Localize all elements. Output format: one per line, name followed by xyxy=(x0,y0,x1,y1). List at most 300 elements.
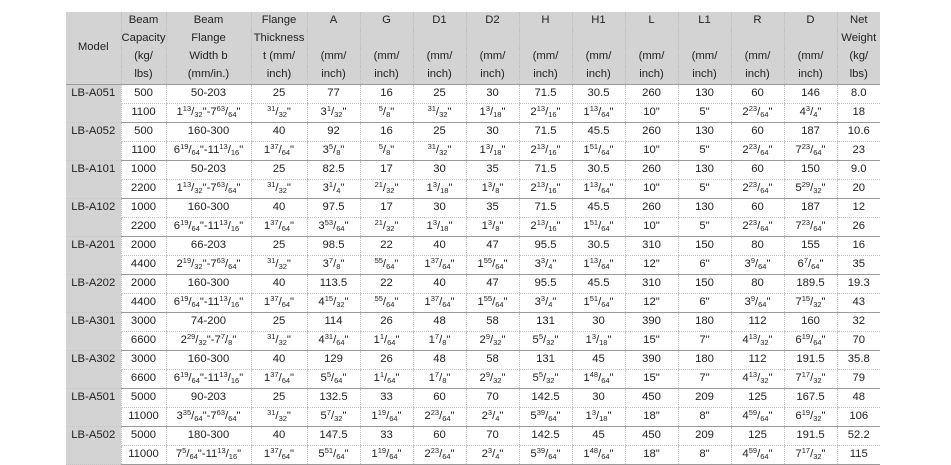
net-weight-imperial-cell: 115 xyxy=(837,446,880,465)
d1-metric-cell: 60 xyxy=(413,389,466,408)
d2-imperial-cell: $1^3/_8$" xyxy=(466,218,519,237)
header-h: (mm/ xyxy=(519,48,572,66)
header-g: inch) xyxy=(360,66,413,85)
d1-imperial-cell: $^{31}/_{32}$" xyxy=(413,104,466,123)
header-l1: L1 xyxy=(678,12,731,30)
header-g: (mm/ xyxy=(360,48,413,66)
table-row xyxy=(66,408,880,427)
header-d1: (mm/ xyxy=(413,48,466,66)
header-h1: H1 xyxy=(572,12,625,30)
g-imperial-cell: $^{55}/_{64}$" xyxy=(360,256,413,275)
h1-imperial-cell: $1^{13}/_{64}$" xyxy=(572,180,625,199)
l-imperial-cell: 18" xyxy=(625,408,678,427)
table-body xyxy=(66,85,880,465)
header-l xyxy=(625,30,678,48)
header-flange-thickness: Flange xyxy=(251,12,307,30)
l1-metric-cell: 130 xyxy=(678,199,731,218)
a-metric-cell: 82.5 xyxy=(307,161,360,180)
r-imperial-cell: $4^{13}/_{32}$" xyxy=(731,370,784,389)
g-imperial-cell: $^{55}/_{64}$" xyxy=(360,294,413,313)
d-imperial-cell: $7^{23}/_{64}$" xyxy=(784,218,837,237)
header-d1: D1 xyxy=(413,12,466,30)
beam-capacity-metric-cell: 3000 xyxy=(121,313,166,332)
table-row xyxy=(66,85,880,104)
r-imperial-cell: $3^9/_{64}$" xyxy=(731,256,784,275)
d2-metric-cell: 70 xyxy=(466,389,519,408)
table-row xyxy=(66,199,880,218)
g-metric-cell: 16 xyxy=(360,123,413,142)
h1-imperial-cell: $1^{13}/_{64}$" xyxy=(572,256,625,275)
header-net-weight: Net xyxy=(837,12,880,30)
l1-imperial-cell: 5" xyxy=(678,218,731,237)
h-metric-cell: 71.5 xyxy=(519,123,572,142)
d1-imperial-cell: $1^3/_{18}$" xyxy=(413,218,466,237)
header-h1: (mm/ xyxy=(572,48,625,66)
h1-imperial-cell: $1^{51}/_{64}$" xyxy=(572,294,625,313)
h-metric-cell: 131 xyxy=(519,313,572,332)
l-metric-cell: 260 xyxy=(625,161,678,180)
a-metric-cell: 114 xyxy=(307,313,360,332)
a-metric-cell: 98.5 xyxy=(307,237,360,256)
net-weight-imperial-cell: 20 xyxy=(837,180,880,199)
flange-width-imperial-cell: $3^{35}/_{64}"-7^{63}/_{64}$" xyxy=(166,408,251,427)
d-imperial-cell: $6^{19}/_{32}$" xyxy=(784,408,837,427)
header-beam-capacity: Capacity xyxy=(121,30,166,48)
table-row xyxy=(66,332,880,351)
beam-capacity-imperial-cell: 1100 xyxy=(121,104,166,123)
header-row xyxy=(66,12,880,30)
header-r: R xyxy=(731,12,784,30)
h-imperial-cell: $3^3/_4$" xyxy=(519,294,572,313)
header-flange-width: Flange xyxy=(166,30,251,48)
r-imperial-cell: $3^9/_{64}$" xyxy=(731,294,784,313)
r-imperial-cell: $2^{23}/_{64}$" xyxy=(731,142,784,161)
header-flange-width: Width b xyxy=(166,48,251,66)
a-imperial-cell: $4^{31}/_{64}$" xyxy=(307,332,360,351)
h-imperial-cell: $2^{13}/_{16}$" xyxy=(519,142,572,161)
header-g: G xyxy=(360,12,413,30)
net-weight-metric-cell: 10.6 xyxy=(837,123,880,142)
flange-width-imperial-cell: $6^{19}/_{64}"-11^{13}/_{16}$" xyxy=(166,142,251,161)
a-metric-cell: 129 xyxy=(307,351,360,370)
header-net-weight: (kg/ xyxy=(837,48,880,66)
table-row xyxy=(66,104,880,123)
d2-metric-cell: 30 xyxy=(466,85,519,104)
header-a xyxy=(307,30,360,48)
d1-metric-cell: 60 xyxy=(413,427,466,446)
flange-width-metric-cell: 160-300 xyxy=(166,351,251,370)
table-header xyxy=(66,12,880,85)
header-d2: D2 xyxy=(466,12,519,30)
table-row xyxy=(66,275,880,294)
g-metric-cell: 33 xyxy=(360,427,413,446)
a-imperial-cell: $3^1/_{32}$" xyxy=(307,104,360,123)
l-metric-cell: 390 xyxy=(625,351,678,370)
r-metric-cell: 125 xyxy=(731,427,784,446)
l1-imperial-cell: 6" xyxy=(678,256,731,275)
flange-thickness-imperial-cell: $^{31}/_{32}$" xyxy=(251,256,307,275)
net-weight-metric-cell: 52.2 xyxy=(837,427,880,446)
l-metric-cell: 310 xyxy=(625,275,678,294)
flange-thickness-imperial-cell: $^{31}/_{32}$" xyxy=(251,180,307,199)
net-weight-metric-cell: 35.8 xyxy=(837,351,880,370)
d2-imperial-cell: $2^3/_4$" xyxy=(466,408,519,427)
g-metric-cell: 17 xyxy=(360,161,413,180)
header-l: inch) xyxy=(625,66,678,85)
flange-thickness-metric-cell: 25 xyxy=(251,161,307,180)
g-imperial-cell: $1^{19}/_{64}$" xyxy=(360,446,413,465)
g-metric-cell: 26 xyxy=(360,351,413,370)
model-cell: LB-A052 xyxy=(66,123,121,161)
r-metric-cell: 125 xyxy=(731,389,784,408)
h1-metric-cell: 45 xyxy=(572,351,625,370)
flange-width-imperial-cell: $6^{19}/_{64}"-11^{13}/_{16}$" xyxy=(166,370,251,389)
d1-imperial-cell: $1^{37}/_{64}$" xyxy=(413,256,466,275)
model-cell: LB-A101 xyxy=(66,161,121,199)
d-metric-cell: 189.5 xyxy=(784,275,837,294)
l-imperial-cell: 10" xyxy=(625,218,678,237)
d2-metric-cell: 35 xyxy=(466,161,519,180)
net-weight-metric-cell: 48 xyxy=(837,389,880,408)
r-imperial-cell: $2^{23}/_{64}$" xyxy=(731,104,784,123)
d1-metric-cell: 48 xyxy=(413,351,466,370)
l1-metric-cell: 180 xyxy=(678,313,731,332)
r-imperial-cell: $2^{23}/_{64}$" xyxy=(731,218,784,237)
model-cell: LB-A202 xyxy=(66,275,121,313)
r-imperial-cell: $4^{13}/_{32}$" xyxy=(731,332,784,351)
net-weight-metric-cell: 12 xyxy=(837,199,880,218)
h-imperial-cell: $2^{13}/_{16}$" xyxy=(519,218,572,237)
h1-imperial-cell: $1^{48}/_{64}$" xyxy=(572,446,625,465)
l-imperial-cell: 12" xyxy=(625,256,678,275)
table-row xyxy=(66,313,880,332)
header-h1 xyxy=(572,30,625,48)
header-h: inch) xyxy=(519,66,572,85)
flange-width-imperial-cell: $1^{13}/_{32}"-7^{63}/_{64}$" xyxy=(166,180,251,199)
a-metric-cell: 92 xyxy=(307,123,360,142)
g-imperial-cell: $^{21}/_{32}$" xyxy=(360,180,413,199)
d-metric-cell: 146 xyxy=(784,85,837,104)
g-metric-cell: 16 xyxy=(360,85,413,104)
l1-imperial-cell: 5" xyxy=(678,104,731,123)
a-metric-cell: 147.5 xyxy=(307,427,360,446)
d1-imperial-cell: $^{31}/_{32}$" xyxy=(413,142,466,161)
beam-capacity-imperial-cell: 6600 xyxy=(121,332,166,351)
l-imperial-cell: 10" xyxy=(625,180,678,199)
l1-metric-cell: 130 xyxy=(678,85,731,104)
d-imperial-cell: $7^{15}/_{32}$" xyxy=(784,294,837,313)
d1-imperial-cell: $1^7/_8$" xyxy=(413,370,466,389)
flange-width-imperial-cell: $7^5/_{64}"-11^{13}/_{16}$" xyxy=(166,446,251,465)
h-metric-cell: 142.5 xyxy=(519,427,572,446)
d-metric-cell: 150 xyxy=(784,161,837,180)
d1-imperial-cell: $1^3/_{18}$" xyxy=(413,180,466,199)
header-a: (mm/ xyxy=(307,48,360,66)
h-imperial-cell: $5^5/_{32}$" xyxy=(519,370,572,389)
l-imperial-cell: 15" xyxy=(625,370,678,389)
d-metric-cell: 167.5 xyxy=(784,389,837,408)
h-imperial-cell: $3^3/_4$" xyxy=(519,256,572,275)
h-metric-cell: 71.5 xyxy=(519,161,572,180)
header-d: inch) xyxy=(784,66,837,85)
flange-thickness-imperial-cell: $1^{37}/_{64}$" xyxy=(251,218,307,237)
d-metric-cell: 187 xyxy=(784,123,837,142)
header-l1: (mm/ xyxy=(678,48,731,66)
g-imperial-cell: $1^1/_{64}$" xyxy=(360,370,413,389)
l1-imperial-cell: 5" xyxy=(678,142,731,161)
flange-thickness-metric-cell: 40 xyxy=(251,123,307,142)
net-weight-metric-cell: 32 xyxy=(837,313,880,332)
h1-imperial-cell: $1^{48}/_{64}$" xyxy=(572,370,625,389)
header-h xyxy=(519,30,572,48)
flange-width-imperial-cell: $6^{19}/_{64}"-11^{13}/_{16}$" xyxy=(166,218,251,237)
flange-thickness-metric-cell: 40 xyxy=(251,427,307,446)
header-d: (mm/ xyxy=(784,48,837,66)
h1-imperial-cell: $1^3/_{18}$" xyxy=(572,332,625,351)
header-r: inch) xyxy=(731,66,784,85)
d1-metric-cell: 48 xyxy=(413,313,466,332)
h-metric-cell: 142.5 xyxy=(519,389,572,408)
table-row xyxy=(66,351,880,370)
header-net-weight: Weight xyxy=(837,30,880,48)
net-weight-imperial-cell: 106 xyxy=(837,408,880,427)
header-beam-capacity: lbs) xyxy=(121,66,166,85)
h1-metric-cell: 45 xyxy=(572,427,625,446)
d2-imperial-cell: $1^{55}/_{64}$" xyxy=(466,256,519,275)
beam-capacity-imperial-cell: 2200 xyxy=(121,218,166,237)
g-imperial-cell: $1^{19}/_{64}$" xyxy=(360,408,413,427)
flange-width-imperial-cell: $2^{19}/_{32}"-7^{63}/_{64}$" xyxy=(166,256,251,275)
table-row xyxy=(66,294,880,313)
flange-width-imperial-cell: $1^{13}/_{32}"-7^{63}/_{64}$" xyxy=(166,104,251,123)
h-imperial-cell: $5^{39}/_{64}$" xyxy=(519,446,572,465)
g-imperial-cell: $1^1/_{64}$" xyxy=(360,332,413,351)
table-row xyxy=(66,427,880,446)
h1-imperial-cell: $1^{13}/_{64}$" xyxy=(572,104,625,123)
flange-width-metric-cell: 180-300 xyxy=(166,427,251,446)
h-imperial-cell: $2^{13}/_{16}$" xyxy=(519,180,572,199)
net-weight-metric-cell: 19.3 xyxy=(837,275,880,294)
a-imperial-cell: $5^{51}/_{64}$" xyxy=(307,446,360,465)
h-metric-cell: 71.5 xyxy=(519,199,572,218)
d1-metric-cell: 25 xyxy=(413,123,466,142)
d1-imperial-cell: $2^{23}/_{64}$" xyxy=(413,446,466,465)
d-imperial-cell: $7^{17}/_{32}$" xyxy=(784,370,837,389)
flange-thickness-metric-cell: 25 xyxy=(251,85,307,104)
d1-imperial-cell: $1^7/_8$" xyxy=(413,332,466,351)
h-imperial-cell: $5^{39}/_{64}$" xyxy=(519,408,572,427)
model-cell: LB-A201 xyxy=(66,237,121,275)
beam-capacity-metric-cell: 1000 xyxy=(121,161,166,180)
header-a: A xyxy=(307,12,360,30)
flange-width-metric-cell: 50-203 xyxy=(166,161,251,180)
r-metric-cell: 112 xyxy=(731,351,784,370)
h1-metric-cell: 45.5 xyxy=(572,199,625,218)
h1-imperial-cell: $1^{51}/_{64}$" xyxy=(572,218,625,237)
header-d2 xyxy=(466,30,519,48)
header-row xyxy=(66,66,880,85)
g-imperial-cell: $^5/_8$" xyxy=(360,142,413,161)
d-imperial-cell: $5^{29}/_{32}$" xyxy=(784,180,837,199)
flange-thickness-metric-cell: 40 xyxy=(251,351,307,370)
table-row xyxy=(66,446,880,465)
d1-metric-cell: 30 xyxy=(413,199,466,218)
table-row xyxy=(66,142,880,161)
d2-imperial-cell: $1^3/_{18}$" xyxy=(466,104,519,123)
table-row xyxy=(66,123,880,142)
model-column-header: Model xyxy=(66,12,121,85)
d-imperial-cell: $7^{17}/_{32}$" xyxy=(784,446,837,465)
d1-imperial-cell: $1^{37}/_{64}$" xyxy=(413,294,466,313)
header-l: L xyxy=(625,12,678,30)
h-metric-cell: 71.5 xyxy=(519,85,572,104)
d2-imperial-cell: $1^{55}/_{64}$" xyxy=(466,294,519,313)
l1-imperial-cell: 5" xyxy=(678,180,731,199)
g-imperial-cell: $^5/_8$" xyxy=(360,104,413,123)
l-imperial-cell: 10" xyxy=(625,104,678,123)
specification-table xyxy=(66,12,880,465)
flange-width-imperial-cell: $6^{19}/_{64}"-11^{13}/_{16}$" xyxy=(166,294,251,313)
l-imperial-cell: 10" xyxy=(625,142,678,161)
d1-metric-cell: 25 xyxy=(413,85,466,104)
d2-imperial-cell: $1^3/_{18}$" xyxy=(466,142,519,161)
l-imperial-cell: 15" xyxy=(625,332,678,351)
header-l: (mm/ xyxy=(625,48,678,66)
a-metric-cell: 132.5 xyxy=(307,389,360,408)
flange-thickness-imperial-cell: $1^{37}/_{64}$" xyxy=(251,370,307,389)
beam-capacity-imperial-cell: 11000 xyxy=(121,446,166,465)
header-net-weight: lbs) xyxy=(837,66,880,85)
beam-capacity-imperial-cell: 2200 xyxy=(121,180,166,199)
beam-capacity-imperial-cell: 6600 xyxy=(121,370,166,389)
model-cell: LB-A302 xyxy=(66,351,121,389)
a-imperial-cell: $5^5/_{64}$" xyxy=(307,370,360,389)
h1-imperial-cell: $1^3/_{18}$" xyxy=(572,408,625,427)
d-metric-cell: 191.5 xyxy=(784,351,837,370)
flange-thickness-metric-cell: 25 xyxy=(251,237,307,256)
h-imperial-cell: $2^{13}/_{16}$" xyxy=(519,104,572,123)
header-flange-thickness: inch) xyxy=(251,66,307,85)
flange-width-metric-cell: 50-203 xyxy=(166,85,251,104)
a-metric-cell: 77 xyxy=(307,85,360,104)
header-d2: (mm/ xyxy=(466,48,519,66)
flange-thickness-imperial-cell: $^{31}/_{32}$" xyxy=(251,332,307,351)
l-metric-cell: 310 xyxy=(625,237,678,256)
d1-metric-cell: 40 xyxy=(413,275,466,294)
l-metric-cell: 450 xyxy=(625,389,678,408)
flange-width-imperial-cell: $2^{29}/_{32}"-7^7/_8$" xyxy=(166,332,251,351)
flange-width-metric-cell: 160-300 xyxy=(166,123,251,142)
d2-metric-cell: 58 xyxy=(466,313,519,332)
d2-metric-cell: 58 xyxy=(466,351,519,370)
net-weight-metric-cell: 9.0 xyxy=(837,161,880,180)
flange-thickness-imperial-cell: $1^{37}/_{64}$" xyxy=(251,446,307,465)
l-metric-cell: 260 xyxy=(625,199,678,218)
l1-metric-cell: 130 xyxy=(678,123,731,142)
flange-width-metric-cell: 160-300 xyxy=(166,275,251,294)
header-flange-thickness: t (mm/ xyxy=(251,48,307,66)
header-l1: inch) xyxy=(678,66,731,85)
header-h: H xyxy=(519,12,572,30)
l-imperial-cell: 18" xyxy=(625,446,678,465)
flange-width-metric-cell: 90-203 xyxy=(166,389,251,408)
l1-imperial-cell: 7" xyxy=(678,370,731,389)
l1-imperial-cell: 8" xyxy=(678,446,731,465)
header-beam-capacity: Beam xyxy=(121,12,166,30)
l1-metric-cell: 130 xyxy=(678,161,731,180)
r-metric-cell: 80 xyxy=(731,237,784,256)
d1-metric-cell: 40 xyxy=(413,237,466,256)
header-r xyxy=(731,30,784,48)
model-cell: LB-A502 xyxy=(66,427,121,465)
header-d xyxy=(784,30,837,48)
d2-imperial-cell: $2^9/_{32}$" xyxy=(466,332,519,351)
a-imperial-cell: $4^{15}/_{32}$" xyxy=(307,294,360,313)
beam-capacity-imperial-cell: 4400 xyxy=(121,294,166,313)
table-row xyxy=(66,180,880,199)
d2-imperial-cell: $2^9/_{32}$" xyxy=(466,370,519,389)
beam-capacity-metric-cell: 3000 xyxy=(121,351,166,370)
r-metric-cell: 60 xyxy=(731,85,784,104)
g-metric-cell: 22 xyxy=(360,237,413,256)
net-weight-metric-cell: 16 xyxy=(837,237,880,256)
d-metric-cell: 155 xyxy=(784,237,837,256)
r-metric-cell: 60 xyxy=(731,123,784,142)
a-imperial-cell: $3^{53}/_{64}$" xyxy=(307,218,360,237)
a-imperial-cell: $3^5/_8$" xyxy=(307,142,360,161)
model-cell: LB-A102 xyxy=(66,199,121,237)
l1-metric-cell: 150 xyxy=(678,275,731,294)
l-imperial-cell: 12" xyxy=(625,294,678,313)
d-imperial-cell: $6^{19}/_{64}$" xyxy=(784,332,837,351)
a-imperial-cell: $3^7/_8$" xyxy=(307,256,360,275)
net-weight-imperial-cell: 70 xyxy=(837,332,880,351)
g-imperial-cell: $^{21}/_{32}$" xyxy=(360,218,413,237)
a-imperial-cell: $5^7/_{32}$" xyxy=(307,408,360,427)
table-row xyxy=(66,218,880,237)
d2-metric-cell: 47 xyxy=(466,237,519,256)
g-metric-cell: 17 xyxy=(360,199,413,218)
header-row xyxy=(66,30,880,48)
d-imperial-cell: $4^3/_4$" xyxy=(784,104,837,123)
l-metric-cell: 260 xyxy=(625,123,678,142)
h1-metric-cell: 30.5 xyxy=(572,237,625,256)
net-weight-imperial-cell: 43 xyxy=(837,294,880,313)
h1-metric-cell: 30.5 xyxy=(572,161,625,180)
l1-imperial-cell: 7" xyxy=(678,332,731,351)
l1-imperial-cell: 8" xyxy=(678,408,731,427)
g-metric-cell: 22 xyxy=(360,275,413,294)
l1-metric-cell: 209 xyxy=(678,427,731,446)
h1-metric-cell: 30 xyxy=(572,389,625,408)
h-metric-cell: 95.5 xyxy=(519,275,572,294)
l-metric-cell: 450 xyxy=(625,427,678,446)
table-row xyxy=(66,161,880,180)
net-weight-metric-cell: 8.0 xyxy=(837,85,880,104)
table-row xyxy=(66,237,880,256)
d2-metric-cell: 47 xyxy=(466,275,519,294)
table-row xyxy=(66,256,880,275)
header-l1 xyxy=(678,30,731,48)
flange-width-metric-cell: 66-203 xyxy=(166,237,251,256)
d1-imperial-cell: $2^{23}/_{64}$" xyxy=(413,408,466,427)
d-metric-cell: 187 xyxy=(784,199,837,218)
r-imperial-cell: $2^{23}/_{64}$" xyxy=(731,180,784,199)
beam-capacity-metric-cell: 5000 xyxy=(121,427,166,446)
h-metric-cell: 131 xyxy=(519,351,572,370)
h-imperial-cell: $5^5/_{32}$" xyxy=(519,332,572,351)
header-flange-thickness: Thickness xyxy=(251,30,307,48)
